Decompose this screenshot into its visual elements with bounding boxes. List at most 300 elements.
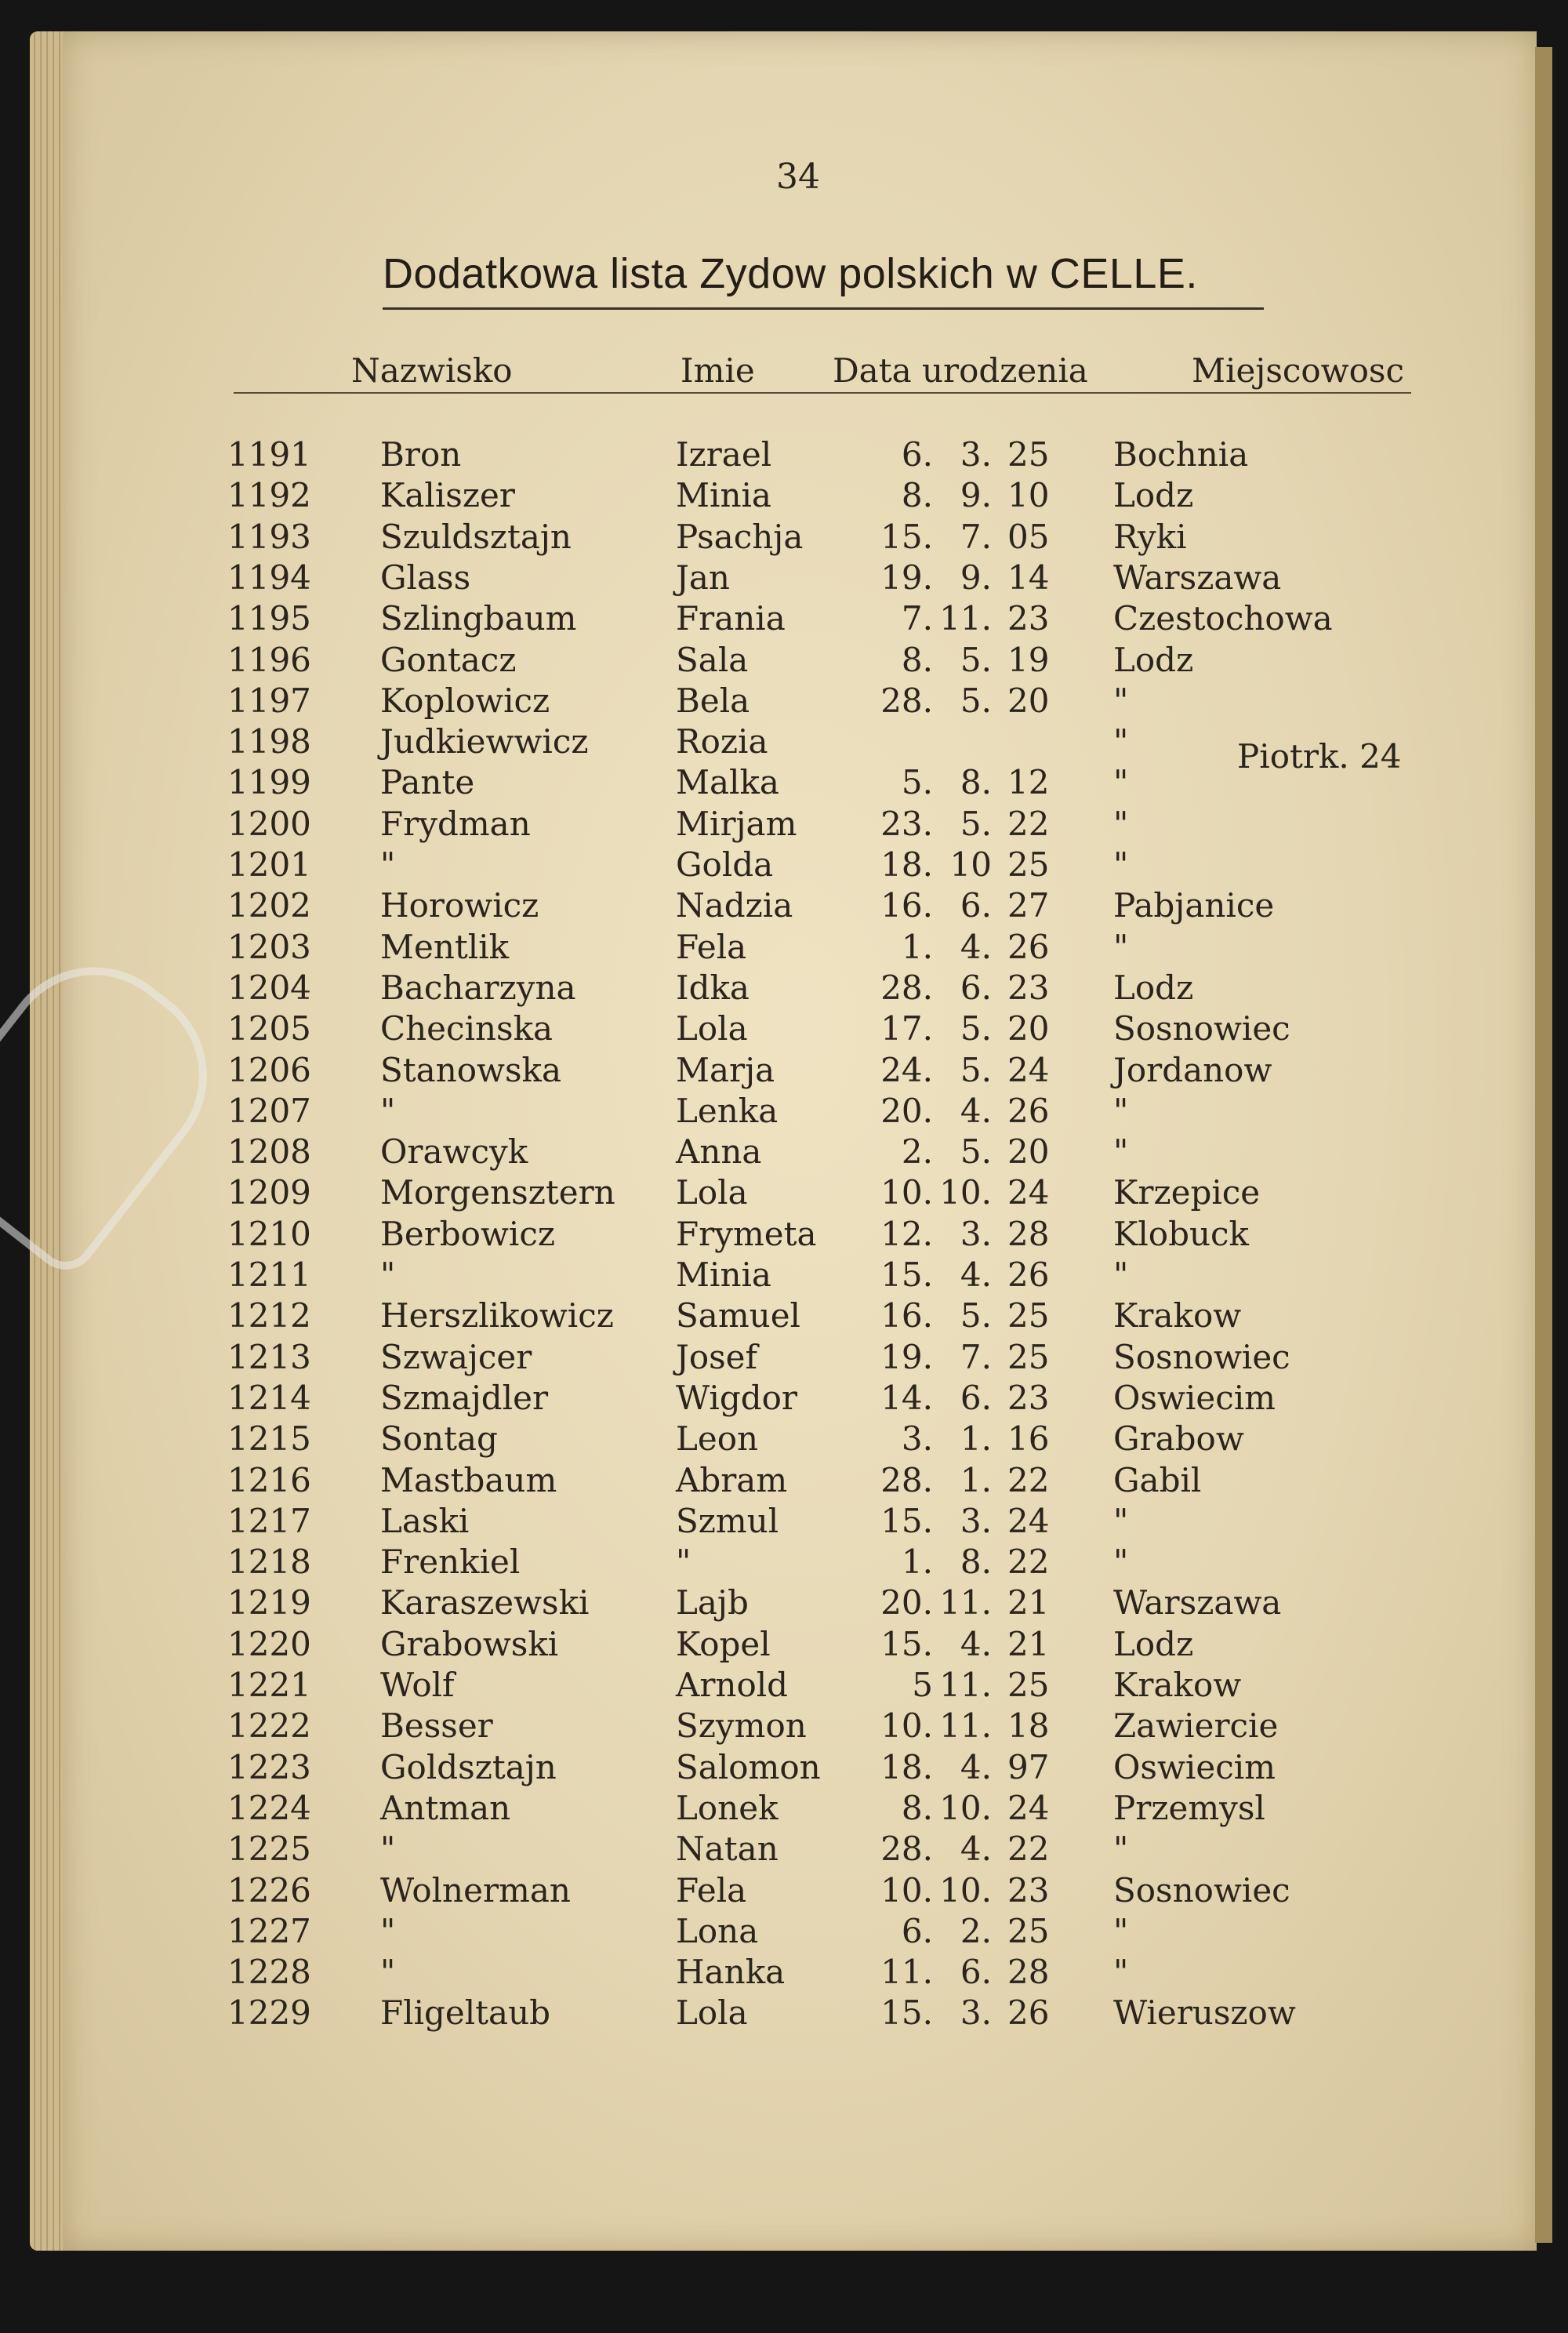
header-place: Miejscowosc bbox=[1192, 351, 1404, 390]
birth-day: 3. bbox=[901, 1419, 933, 1459]
surname: Stanowska bbox=[380, 1050, 562, 1089]
first-name: Szymon bbox=[676, 1706, 807, 1746]
birth-day: 10. bbox=[880, 1173, 933, 1212]
birth-day: 7. bbox=[901, 599, 933, 638]
birth-year: 12 bbox=[1007, 763, 1050, 802]
birth-month: 5. bbox=[960, 1050, 992, 1089]
birth-month: 11. bbox=[939, 1706, 992, 1746]
birth-day: 8. bbox=[901, 640, 933, 679]
first-name: Szmul bbox=[676, 1501, 779, 1540]
table-row bbox=[0, 805, 1568, 845]
place: " bbox=[1113, 804, 1129, 843]
place: Bochnia bbox=[1113, 435, 1249, 474]
first-name: Josef bbox=[676, 1337, 758, 1376]
birth-month: 4. bbox=[960, 1830, 992, 1869]
first-name: Nadzia bbox=[676, 886, 793, 925]
surname: Koplowicz bbox=[380, 681, 550, 720]
birth-year: 23 bbox=[1007, 1378, 1050, 1417]
birth-year: 18 bbox=[1007, 1706, 1050, 1746]
first-name: Marja bbox=[676, 1050, 775, 1089]
surname: Grabowski bbox=[380, 1624, 559, 1663]
birth-day: 11. bbox=[880, 1953, 933, 1992]
first-name: Samuel bbox=[676, 1296, 800, 1335]
birth-month: 5. bbox=[960, 1132, 992, 1172]
extra-note: Piotrk. 24 bbox=[1237, 737, 1402, 776]
birth-year: 28 bbox=[1007, 1953, 1050, 1992]
birth-day: 14. bbox=[880, 1378, 933, 1417]
birth-day: 19. bbox=[880, 1337, 933, 1376]
birth-month: 10. bbox=[939, 1173, 992, 1212]
row-number: 1212 bbox=[227, 1296, 311, 1335]
birth-day: 16. bbox=[880, 886, 933, 925]
birth-day: 28. bbox=[880, 1830, 933, 1869]
birth-day: 15. bbox=[880, 1993, 933, 2033]
surname: Judkiewwicz bbox=[380, 722, 589, 761]
surname: Szlingbaum bbox=[380, 599, 577, 638]
surname: Antman bbox=[380, 1788, 511, 1827]
birth-year: 28 bbox=[1007, 1214, 1050, 1253]
birth-year: 22 bbox=[1007, 1460, 1050, 1499]
birth-day: 24. bbox=[880, 1050, 933, 1089]
table-row bbox=[0, 1173, 1568, 1214]
surname: Karaszewski bbox=[380, 1583, 590, 1623]
birth-month: 10 bbox=[949, 845, 992, 884]
birth-month: 3. bbox=[960, 435, 992, 474]
place: " bbox=[1113, 1501, 1129, 1540]
surname: Bacharzyna bbox=[380, 968, 576, 1007]
birth-year: 25 bbox=[1007, 435, 1050, 474]
birth-year: 22 bbox=[1007, 1830, 1050, 1869]
row-number: 1196 bbox=[227, 640, 311, 679]
birth-year: 26 bbox=[1007, 927, 1050, 966]
table-row bbox=[0, 1009, 1568, 1050]
place: Sosnowiec bbox=[1113, 1009, 1290, 1048]
first-name: Bela bbox=[676, 681, 750, 720]
birth-day: 12. bbox=[880, 1214, 933, 1253]
table-row bbox=[0, 1419, 1568, 1460]
birth-year: 24 bbox=[1007, 1501, 1050, 1540]
first-name: Golda bbox=[676, 845, 774, 884]
birth-day: 20. bbox=[880, 1583, 933, 1623]
place: " bbox=[1113, 722, 1129, 761]
birth-year: 23 bbox=[1007, 968, 1050, 1007]
place: Sosnowiec bbox=[1113, 1870, 1290, 1910]
surname: Frydman bbox=[380, 804, 531, 843]
first-name: Idka bbox=[676, 968, 750, 1007]
birth-year: 21 bbox=[1007, 1624, 1050, 1663]
first-name: Natan bbox=[676, 1830, 779, 1869]
row-number: 1213 bbox=[227, 1337, 311, 1376]
surname: Glass bbox=[380, 558, 471, 597]
surname: Mastbaum bbox=[380, 1460, 557, 1499]
birth-day: 10. bbox=[880, 1706, 933, 1746]
first-name: Anna bbox=[676, 1132, 762, 1172]
birth-year: 26 bbox=[1007, 1091, 1050, 1130]
table-row bbox=[0, 1583, 1568, 1624]
place: " bbox=[1113, 845, 1129, 884]
surname: Besser bbox=[380, 1706, 493, 1746]
first-name: Frymeta bbox=[676, 1214, 817, 1253]
row-number: 1206 bbox=[227, 1050, 311, 1089]
place: Krakow bbox=[1113, 1666, 1242, 1704]
birth-month: 5. bbox=[960, 1296, 992, 1335]
birth-month: 8. bbox=[960, 1543, 992, 1582]
table-row bbox=[0, 1256, 1568, 1296]
row-number: 1202 bbox=[227, 886, 311, 925]
first-name: Sala bbox=[676, 640, 749, 679]
place: " bbox=[1113, 681, 1129, 720]
surname: Szwajcer bbox=[380, 1337, 532, 1376]
surname: Fligeltaub bbox=[380, 1993, 551, 2033]
page-number: 34 bbox=[776, 157, 820, 197]
birth-year: 14 bbox=[1007, 558, 1050, 597]
first-name: Lola bbox=[676, 1009, 748, 1048]
birth-day: 15. bbox=[880, 517, 933, 556]
first-name: Leon bbox=[676, 1419, 759, 1459]
place: " bbox=[1113, 1132, 1129, 1172]
birth-year: 10 bbox=[1007, 476, 1050, 515]
row-number: 1208 bbox=[227, 1132, 311, 1172]
birth-year: 05 bbox=[1007, 517, 1050, 556]
row-number: 1221 bbox=[227, 1666, 311, 1704]
birth-year: 19 bbox=[1007, 640, 1050, 679]
first-name: Fela bbox=[676, 1870, 747, 1910]
place: Oswiecim bbox=[1113, 1747, 1276, 1786]
row-number: 1205 bbox=[227, 1009, 311, 1048]
place: Pabjanice bbox=[1113, 886, 1275, 925]
row-number: 1192 bbox=[227, 476, 311, 515]
surname: Pante bbox=[380, 763, 475, 802]
table-row bbox=[0, 1296, 1568, 1337]
surname: Wolf bbox=[380, 1666, 455, 1704]
surname: Laski bbox=[380, 1501, 470, 1540]
birth-year: 25 bbox=[1007, 1666, 1050, 1704]
table-row bbox=[0, 1625, 1568, 1666]
place: Zawiercie bbox=[1113, 1706, 1279, 1746]
birth-month: 3. bbox=[960, 1214, 992, 1253]
birth-month: 6. bbox=[960, 1953, 992, 1992]
birth-day: 5. bbox=[901, 763, 933, 802]
first-name: Lola bbox=[676, 1173, 748, 1212]
birth-month: 6. bbox=[960, 1378, 992, 1417]
birth-day: 17. bbox=[880, 1009, 933, 1048]
surname: Horowicz bbox=[380, 886, 539, 925]
row-number: 1210 bbox=[227, 1214, 311, 1253]
birth-month: 10. bbox=[939, 1870, 992, 1910]
surname: " bbox=[380, 1953, 396, 1992]
surname: Checinska bbox=[380, 1009, 554, 1048]
birth-day: 16. bbox=[880, 1296, 933, 1335]
birth-year: 24 bbox=[1007, 1050, 1050, 1089]
surname: Sontag bbox=[380, 1419, 498, 1459]
table-row bbox=[0, 928, 1568, 968]
birth-month: 10. bbox=[939, 1788, 992, 1827]
table-row bbox=[0, 968, 1568, 1009]
table-row bbox=[0, 435, 1568, 476]
birth-day: 6. bbox=[901, 1911, 933, 1950]
row-number: 1223 bbox=[227, 1747, 311, 1786]
first-name: " bbox=[676, 1543, 691, 1582]
table-row bbox=[0, 681, 1568, 722]
birth-month: 4. bbox=[960, 1747, 992, 1786]
birth-day: 28. bbox=[880, 681, 933, 720]
birth-year: 25 bbox=[1007, 1337, 1050, 1376]
birth-month: 4. bbox=[960, 1624, 992, 1663]
header-birth-date: Data urodzenia bbox=[833, 351, 1088, 390]
row-number: 1215 bbox=[227, 1419, 311, 1459]
place: Krakow bbox=[1113, 1296, 1242, 1335]
place: Lodz bbox=[1113, 1624, 1194, 1663]
place: Przemysl bbox=[1113, 1788, 1265, 1827]
first-name: Lola bbox=[676, 1993, 748, 2033]
surname: Frenkiel bbox=[380, 1543, 521, 1582]
row-number: 1218 bbox=[227, 1543, 311, 1582]
birth-day: 18. bbox=[880, 1747, 933, 1786]
birth-day: 15. bbox=[880, 1501, 933, 1540]
surname: " bbox=[380, 1911, 396, 1950]
row-number: 1222 bbox=[227, 1706, 311, 1746]
table-row bbox=[0, 1379, 1568, 1419]
surname: Berbowicz bbox=[380, 1214, 556, 1253]
birth-month: 2. bbox=[960, 1911, 992, 1950]
row-number: 1211 bbox=[227, 1256, 311, 1294]
first-name: Rozia bbox=[676, 722, 768, 761]
surname: " bbox=[380, 1256, 396, 1294]
birth-day: 28. bbox=[880, 1460, 933, 1499]
birth-year: 21 bbox=[1007, 1583, 1050, 1623]
birth-year: 24 bbox=[1007, 1173, 1050, 1212]
row-number: 1214 bbox=[227, 1378, 311, 1417]
birth-year: 22 bbox=[1007, 1543, 1050, 1582]
first-name: Lona bbox=[676, 1911, 759, 1950]
table-row bbox=[0, 518, 1568, 558]
table-row bbox=[0, 1830, 1568, 1870]
first-name: Lajb bbox=[676, 1583, 749, 1623]
place: " bbox=[1113, 1091, 1129, 1130]
birth-year: 25 bbox=[1007, 1296, 1050, 1335]
row-number: 1229 bbox=[227, 1993, 311, 2033]
birth-day: 5 bbox=[912, 1666, 933, 1704]
birth-year: 16 bbox=[1007, 1419, 1050, 1459]
table-row bbox=[0, 1789, 1568, 1830]
surname: " bbox=[380, 1830, 396, 1869]
table-row bbox=[0, 1748, 1568, 1789]
surname: Herszlikowicz bbox=[380, 1296, 614, 1335]
birth-day: 15. bbox=[880, 1256, 933, 1294]
table-row bbox=[0, 886, 1568, 927]
table-row bbox=[0, 1871, 1568, 1912]
birth-day: 8. bbox=[901, 476, 933, 515]
row-number: 1197 bbox=[227, 681, 311, 720]
place: Warszawa bbox=[1113, 1583, 1282, 1623]
row-number: 1217 bbox=[227, 1501, 311, 1540]
surname: Orawcyk bbox=[380, 1132, 528, 1172]
first-name: Arnold bbox=[676, 1666, 789, 1704]
table-row bbox=[0, 1215, 1568, 1256]
row-number: 1201 bbox=[227, 845, 311, 884]
header-first-name: Imie bbox=[681, 351, 755, 390]
birth-day: 6. bbox=[901, 435, 933, 474]
place: " bbox=[1113, 763, 1129, 802]
row-number: 1226 bbox=[227, 1870, 311, 1910]
birth-year: 26 bbox=[1007, 1993, 1050, 2033]
place: " bbox=[1113, 1543, 1129, 1582]
birth-year: 25 bbox=[1007, 845, 1050, 884]
place: Lodz bbox=[1113, 968, 1194, 1007]
table-row bbox=[0, 1092, 1568, 1132]
table-row bbox=[0, 641, 1568, 681]
first-name: Fela bbox=[676, 927, 747, 966]
table-row bbox=[0, 845, 1568, 886]
first-name: Wigdor bbox=[676, 1378, 797, 1417]
first-name: Lonek bbox=[676, 1788, 779, 1827]
birth-month: 1. bbox=[960, 1419, 992, 1459]
place: " bbox=[1113, 1911, 1129, 1950]
row-number: 1209 bbox=[227, 1173, 311, 1212]
first-name: Minia bbox=[676, 476, 771, 515]
header-surname: Nazwisko bbox=[351, 351, 513, 390]
surname: Goldsztajn bbox=[380, 1747, 557, 1786]
birth-day: 19. bbox=[880, 558, 933, 597]
place: Gabil bbox=[1113, 1460, 1202, 1499]
table-row bbox=[0, 1543, 1568, 1583]
first-name: Lenka bbox=[676, 1091, 779, 1130]
first-name: Frania bbox=[676, 599, 786, 638]
surname: Gontacz bbox=[380, 640, 517, 679]
table-row bbox=[0, 1912, 1568, 1953]
birth-day: 23. bbox=[880, 804, 933, 843]
place: Wieruszow bbox=[1113, 1993, 1296, 2033]
row-number: 1203 bbox=[227, 927, 311, 966]
row-number: 1191 bbox=[227, 435, 311, 474]
first-name: Malka bbox=[676, 763, 779, 802]
birth-month: 5. bbox=[960, 1009, 992, 1048]
place: " bbox=[1113, 927, 1129, 966]
birth-year: 24 bbox=[1007, 1788, 1050, 1827]
surname: Kaliszer bbox=[380, 476, 515, 515]
place: Jordanow bbox=[1113, 1050, 1272, 1089]
table-row bbox=[0, 1051, 1568, 1092]
birth-day: 8. bbox=[901, 1788, 933, 1827]
birth-year: 25 bbox=[1007, 1911, 1050, 1950]
birth-month: 3. bbox=[960, 1993, 992, 2033]
place: Oswiecim bbox=[1113, 1378, 1276, 1417]
row-number: 1219 bbox=[227, 1583, 311, 1623]
first-name: Abram bbox=[676, 1460, 788, 1499]
row-number: 1194 bbox=[227, 558, 311, 597]
birth-year: 20 bbox=[1007, 681, 1050, 720]
surname: Bron bbox=[380, 435, 462, 474]
birth-year: 23 bbox=[1007, 1870, 1050, 1910]
place: Lodz bbox=[1113, 476, 1194, 515]
row-number: 1224 bbox=[227, 1788, 311, 1827]
table-row bbox=[0, 1132, 1568, 1173]
first-name: Hanka bbox=[676, 1953, 786, 1992]
birth-month: 1. bbox=[960, 1460, 992, 1499]
birth-month: 4. bbox=[960, 927, 992, 966]
row-number: 1207 bbox=[227, 1091, 311, 1130]
title-underline bbox=[383, 307, 1264, 310]
birth-month: 4. bbox=[960, 1256, 992, 1294]
birth-day: 2. bbox=[901, 1132, 933, 1172]
first-name: Izrael bbox=[676, 435, 772, 474]
birth-month: 5. bbox=[960, 640, 992, 679]
birth-month: 6. bbox=[960, 968, 992, 1007]
birth-year: 20 bbox=[1007, 1132, 1050, 1172]
place: Grabow bbox=[1113, 1419, 1244, 1459]
table-row bbox=[0, 1993, 1568, 2034]
birth-day: 1. bbox=[901, 1543, 933, 1582]
surname: Mentlik bbox=[380, 927, 510, 966]
row-number: 1199 bbox=[227, 763, 311, 802]
birth-month: 11. bbox=[939, 1666, 992, 1704]
page-title: Dodatkowa lista Zydow polskich w CELLE. bbox=[383, 250, 1198, 297]
place: Czestochowa bbox=[1113, 599, 1333, 638]
place: " bbox=[1113, 1256, 1129, 1294]
table-row bbox=[0, 558, 1568, 599]
table-row bbox=[0, 1953, 1568, 1993]
place: Klobuck bbox=[1113, 1214, 1250, 1253]
birth-year: 27 bbox=[1007, 886, 1050, 925]
first-name: Kopel bbox=[676, 1624, 771, 1663]
row-number: 1216 bbox=[227, 1460, 311, 1499]
birth-month: 5. bbox=[960, 681, 992, 720]
birth-month: 7. bbox=[960, 517, 992, 556]
row-number: 1220 bbox=[227, 1624, 311, 1663]
place: Sosnowiec bbox=[1113, 1337, 1290, 1376]
birth-year: 26 bbox=[1007, 1256, 1050, 1294]
surname: Wolnerman bbox=[380, 1870, 571, 1910]
first-name: Jan bbox=[676, 558, 730, 597]
place: " bbox=[1113, 1830, 1129, 1869]
row-number: 1225 bbox=[227, 1830, 311, 1869]
first-name: Salomon bbox=[676, 1747, 821, 1786]
row-number: 1200 bbox=[227, 804, 311, 843]
row-number: 1228 bbox=[227, 1953, 311, 1992]
table-row bbox=[0, 1502, 1568, 1543]
table-row bbox=[0, 476, 1568, 517]
place: Warszawa bbox=[1113, 558, 1282, 597]
row-number: 1198 bbox=[227, 722, 311, 761]
birth-day: 1. bbox=[901, 927, 933, 966]
birth-year: 20 bbox=[1007, 1009, 1050, 1048]
table-row bbox=[0, 599, 1568, 640]
row-number: 1195 bbox=[227, 599, 311, 638]
birth-month: 4. bbox=[960, 1091, 992, 1130]
surname: Szmajdler bbox=[380, 1378, 549, 1417]
row-number: 1193 bbox=[227, 517, 311, 556]
table-row bbox=[0, 1706, 1568, 1747]
first-name: Minia bbox=[676, 1256, 771, 1294]
birth-month: 11. bbox=[939, 599, 992, 638]
place: Ryki bbox=[1113, 517, 1187, 556]
place: Lodz bbox=[1113, 640, 1194, 679]
birth-month: 7. bbox=[960, 1337, 992, 1376]
place: " bbox=[1113, 1953, 1129, 1992]
birth-month: 9. bbox=[960, 476, 992, 515]
first-name: Mirjam bbox=[676, 804, 797, 843]
surname: " bbox=[380, 1091, 396, 1130]
birth-month: 9. bbox=[960, 558, 992, 597]
row-number: 1227 bbox=[227, 1911, 311, 1950]
birth-day: 28. bbox=[880, 968, 933, 1007]
birth-year: 23 bbox=[1007, 599, 1050, 638]
surname: Morgensztern bbox=[380, 1173, 615, 1212]
birth-year: 97 bbox=[1007, 1747, 1050, 1786]
birth-month: 3. bbox=[960, 1501, 992, 1540]
row-number: 1204 bbox=[227, 968, 311, 1007]
header-rule bbox=[234, 392, 1411, 394]
